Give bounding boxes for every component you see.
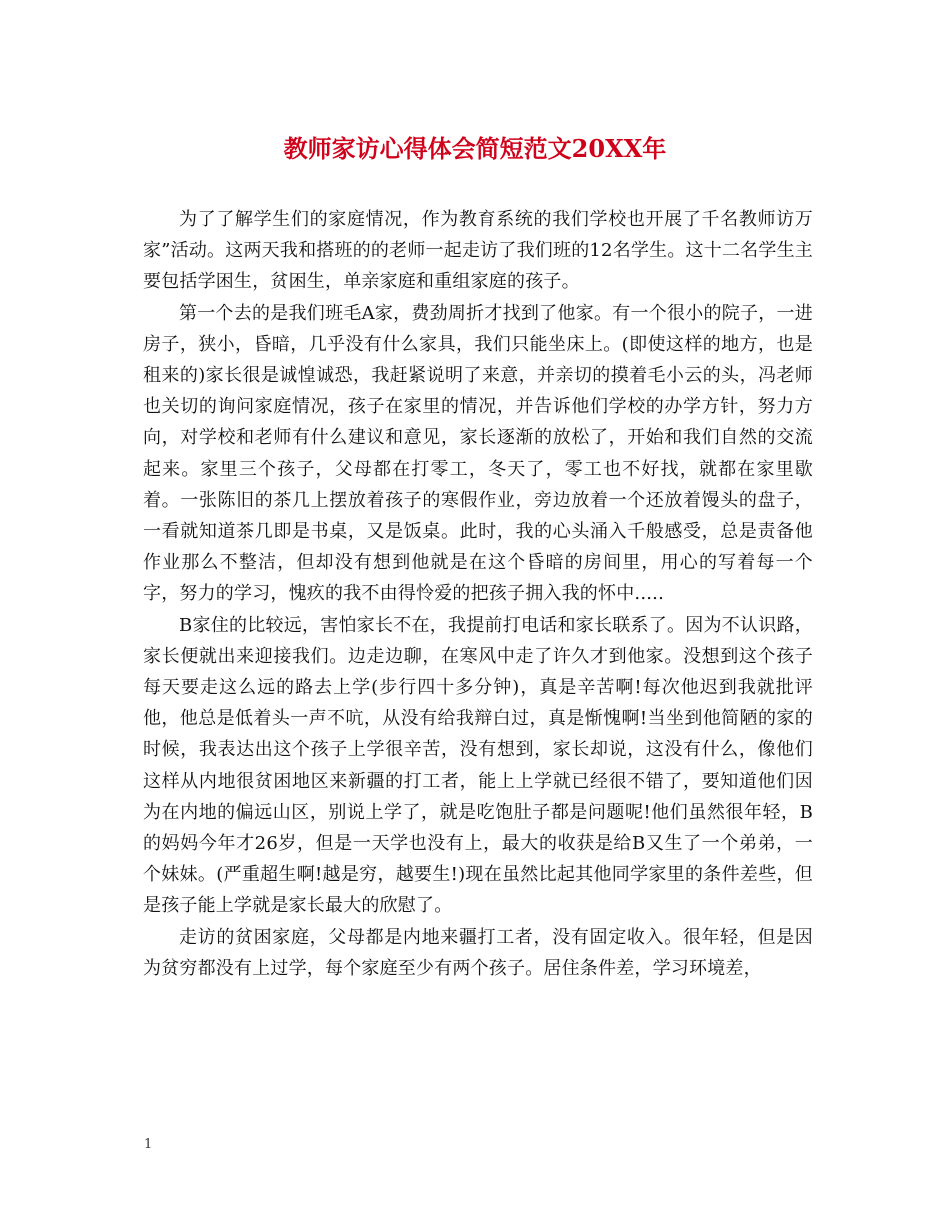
- paragraph: B家住的比较远，害怕家长不在，我提前打电话和家长联系了。因为不认识路，家长便就出来迎接我们。边走边聊，在寒风中走了许久才到他家。没想到这个孩子每天要走这么远的路去上学(步行四十多分钟)，真是辛苦啊!每次他迟到我就批评他，他总是低着头一声不吭，从没有给我辩白过，真是惭愧啊!当坐到他简陋的家的时候，我表达出这个孩子上学很辛苦，没有想到，家长却说，这没有什么，像他们这样从内地很贫困地区来新疆的打工者，能上上学就已经很不错了，要知道他们因为在内地的偏远山区，别说上学了，就是吃饱肚子都是问题呢!他们虽然很年轻，B的妈妈今年才26岁，但是一天学也没有上，最大的收获是给B又生了一个弟弟，一个妹妹。(严重超生啊!越是穷，越要生!)现在虽然比起其他同学家里的条件差些，但是孩子能上学就是家长最大的欣慰了。: [143, 614, 813, 917]
- paragraph: 为了了解学生们的家庭情况，作为教育系统的我们学校也开展了千名教师访万家”活动。这两天我和搭班的的老师一起走访了我们班的12名学生。这十二名学生主要包括学困生，贫困生，单亲家庭和重组家庭的孩子。: [143, 209, 813, 293]
- paragraph: 走访的贫困家庭，父母都是内地来疆打工者，没有固定收入。很年轻，但是因为贫穷都没有上过学，每个家庭至少有两个孩子。居住条件差，学习环境差，: [143, 926, 813, 979]
- page-number: 1: [144, 1137, 153, 1152]
- document-body: [143, 204, 813, 984]
- paragraph: 第一个去的是我们班毛A家，费劲周折才找到了他家。有一个很小的院子，一进房子，狭小，昏暗，几乎没有什么家具，我们只能坐床上。(即使这样的地方，也是租来的)家长很是诚惶诚恐，我赶紧说明了来意，并亲切的摸着毛小云的头，冯老师也关切的询问家庭情况，孩子在家里的情况，并告诉他们学校的办学方针，努力方向，对学校和老师有什么建议和意见，家长逐渐的放松了，开始和我们自然的交流起来。家里三个孩子，父母都在打零工，冬天了，零工也不好找，就都在家里歇着。一张陈旧的茶几上摆放着孩子的寒假作业，旁边放着一个还放着馒头的盘子，一看就知道茶几即是书桌，又是饭桌。此时，我的心头涌入千般感受，总是责备他作业那么不整洁，但却没有想到他就是在这个昏暗的房间里，用心的写着每一个字，努力的学习，愧疚的我不由得怜爱的把孩子拥入我的怀中.....: [143, 302, 813, 605]
- document-title: 教师家访心得体会简短范文20XX年: [283, 134, 667, 163]
